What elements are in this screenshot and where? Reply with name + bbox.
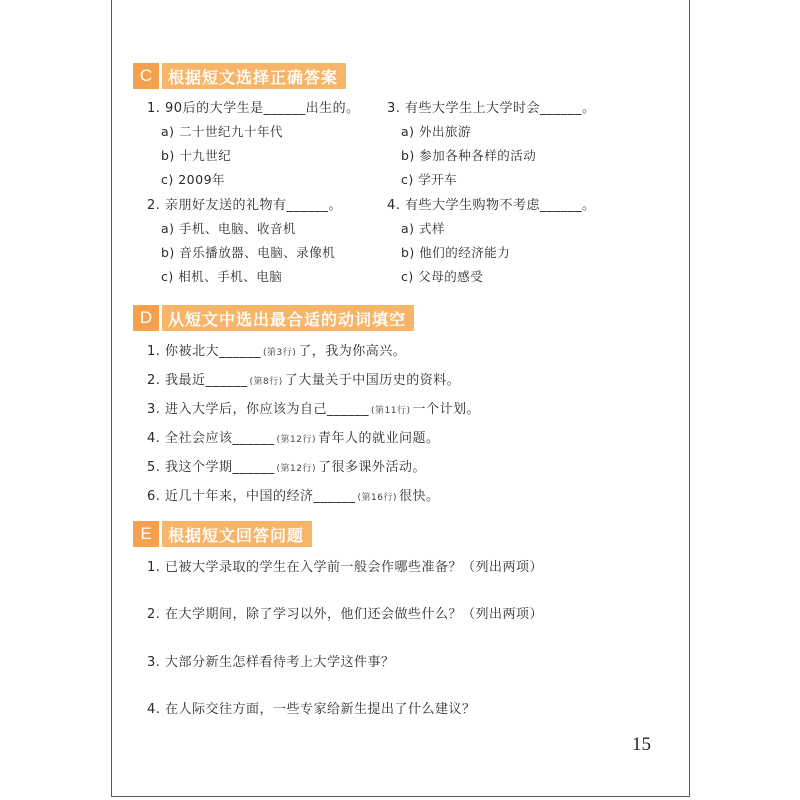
question-e1: 1. 已被大学录取的学生在入学前一般会作哪些准备？（列出两项） bbox=[147, 560, 544, 575]
option-c1-c: c) 2009年 bbox=[161, 172, 226, 187]
option-c1-a: a) 二十世纪九十年代 bbox=[161, 124, 284, 139]
fill-blank-item bbox=[147, 340, 406, 359]
fill-blank-text: 一个计划。 bbox=[412, 402, 481, 417]
line-hint: (第12行) bbox=[276, 464, 317, 474]
section-c-letter: C bbox=[133, 63, 159, 89]
option-c2-a: a) 手机、电脑、收音机 bbox=[161, 221, 297, 236]
line-hint: (第3行) bbox=[263, 348, 297, 358]
fill-blank-text: 了很多课外活动。 bbox=[318, 460, 427, 475]
option-c4-c: c) 父母的感受 bbox=[401, 269, 484, 284]
fill-blank-text: 很快。 bbox=[399, 489, 440, 504]
fill-blank-item bbox=[147, 369, 460, 388]
fill-blank-text: 4. 全社会应该______ bbox=[147, 431, 275, 446]
section-d-letter: D bbox=[133, 305, 159, 331]
option-c4-b: b) 他们的经济能力 bbox=[401, 245, 511, 260]
section-c-title: 根据短文选择正确答案 bbox=[162, 63, 346, 89]
fill-blank-item bbox=[147, 427, 440, 446]
fill-blank-text: 2. 我最近______ bbox=[147, 373, 248, 388]
section-d-header bbox=[133, 305, 414, 331]
section-e-letter: E bbox=[133, 521, 159, 547]
fill-blank-text: 了，我为你高兴。 bbox=[298, 344, 407, 359]
option-c3-b: b) 参加各种各样的活动 bbox=[401, 148, 537, 163]
line-hint: (第8行) bbox=[249, 377, 283, 387]
fill-blank-text: 3. 进入大学后，你应该为自己______ bbox=[147, 402, 370, 417]
question-c2: 2. 亲朋好友送的礼物有______。 bbox=[147, 198, 343, 213]
question-e3: 3. 大部分新生怎样看待考上大学这件事？ bbox=[147, 655, 395, 670]
fill-blank-text: 了大量关于中国历史的资料。 bbox=[284, 373, 461, 388]
section-c-header bbox=[133, 63, 346, 89]
fill-blank-item bbox=[147, 485, 440, 504]
fill-blank-item bbox=[147, 398, 480, 417]
page-number: 15 bbox=[632, 734, 651, 755]
question-c3: 3. 有些大学生上大学时会______。 bbox=[387, 101, 596, 116]
option-c2-c: c) 相机、手机、电脑 bbox=[161, 269, 283, 284]
option-c1-b: b) 十九世纪 bbox=[161, 148, 232, 163]
section-e-header bbox=[133, 521, 312, 547]
line-hint: (第12行) bbox=[276, 435, 317, 445]
fill-blank-text: 5. 我这个学期______ bbox=[147, 460, 275, 475]
question-c4: 4. 有些大学生购物不考虑______。 bbox=[387, 198, 596, 213]
option-c4-a: a) 式样 bbox=[401, 221, 446, 236]
fill-blank-item bbox=[147, 456, 426, 475]
question-c1: 1. 90后的大学生是______出生的。 bbox=[147, 101, 360, 116]
fill-blank-text: 1. 你被北大______ bbox=[147, 344, 262, 359]
line-hint: (第11行) bbox=[371, 406, 411, 416]
line-hint: (第16行) bbox=[357, 493, 398, 503]
option-c3-a: a) 外出旅游 bbox=[401, 124, 472, 139]
question-e2: 2. 在大学期间，除了学习以外，他们还会做些什么？（列出两项） bbox=[147, 607, 544, 622]
section-d-title: 从短文中选出最合适的动词填空 bbox=[162, 305, 414, 331]
option-c3-c: c) 学开车 bbox=[401, 172, 458, 187]
section-e-title: 根据短文回答问题 bbox=[162, 521, 312, 547]
fill-blank-text: 青年人的就业问题。 bbox=[318, 431, 440, 446]
option-c2-b: b) 音乐播放器、电脑、录像机 bbox=[161, 245, 336, 260]
fill-blank-text: 6. 近几十年来，中国的经济______ bbox=[147, 489, 356, 504]
question-e4: 4. 在人际交往方面，一些专家给新生提出了什么建议？ bbox=[147, 702, 476, 717]
